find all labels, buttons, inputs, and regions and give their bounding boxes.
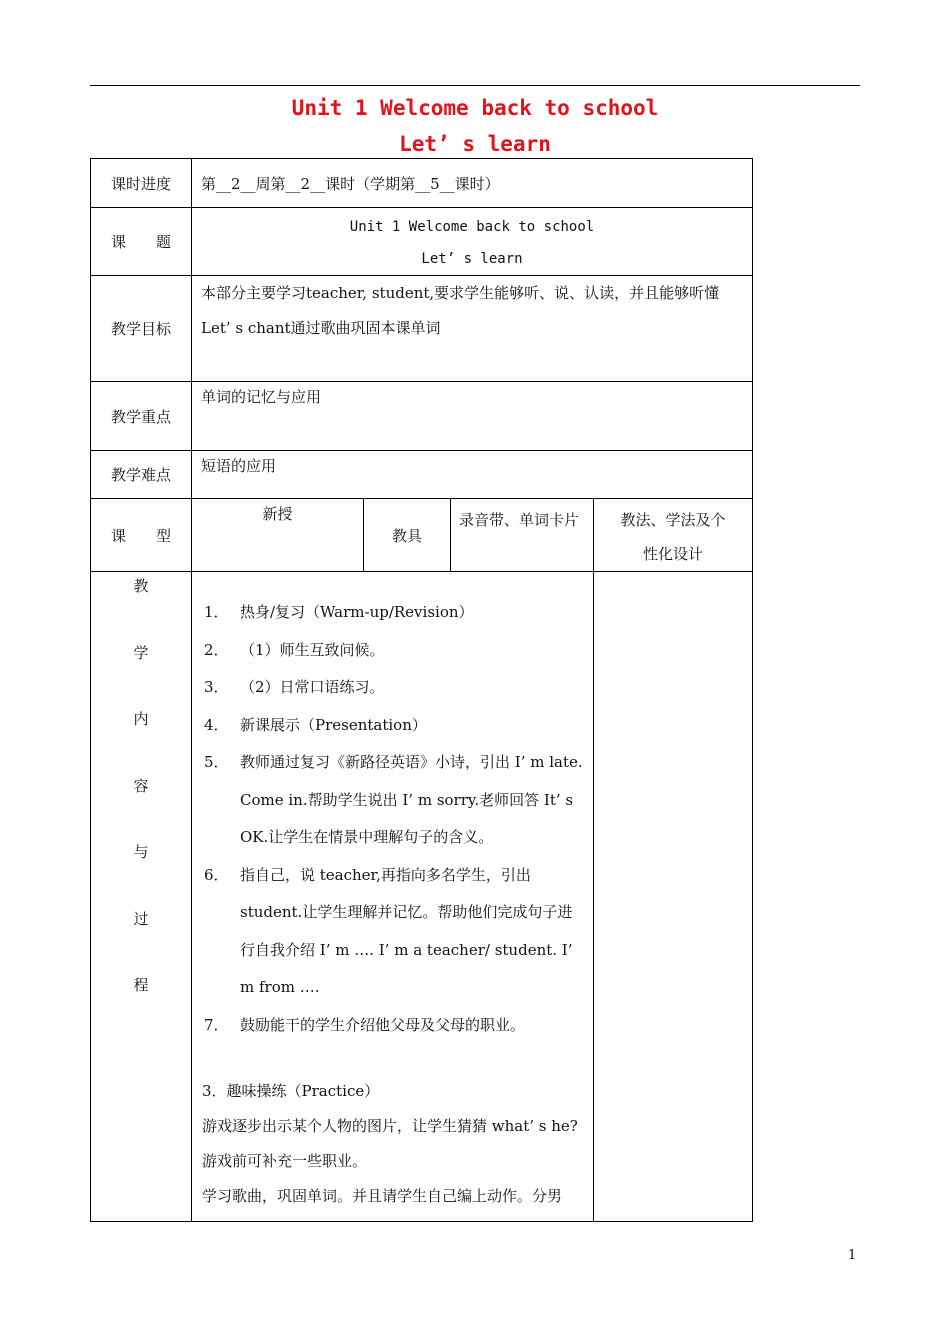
document-subtitle: Let’ s learn [399, 132, 551, 156]
step-number: 6． [204, 865, 229, 884]
step-number: 7． [204, 1015, 229, 1034]
process-label-char: 内 [133, 710, 149, 728]
goals-value [192, 276, 753, 382]
process-label-char: 容 [133, 776, 149, 795]
row-lesson-type [91, 499, 753, 572]
process-label-char: 程 [133, 976, 149, 994]
document-title: Unit 1 Welcome back to school [291, 96, 659, 120]
progress-value: 第__2__周第__2__课时（学期第__5__课时） [192, 159, 753, 208]
step-number: 3． [204, 678, 229, 696]
row-progress [91, 159, 753, 208]
list-item [202, 632, 584, 670]
row-goals [91, 276, 753, 382]
lesson-type-label: 课 型 [91, 499, 192, 572]
row-key-points [91, 382, 753, 451]
difficulties-label: 教学难点 [91, 451, 192, 499]
practice-text-1: 游戏逐步出示某个人物的图片，让学生猜猜 what’ s he?游戏前可补充一些职业。 [202, 1117, 578, 1170]
list-item [202, 594, 584, 632]
topic-label: 课 题 [91, 208, 192, 276]
goals-label: 教学目标 [91, 276, 192, 382]
list-item [202, 857, 584, 1007]
teaching-aids-value: 录音带、单词卡片 [451, 499, 594, 572]
topic-line-2: Let’ s learn [421, 251, 523, 267]
process-label-char: 与 [133, 843, 149, 861]
practice-text-2: 学习歌曲，巩固单词。并且请学生自己编上动作。分男 [202, 1187, 563, 1205]
step-number: 5． [204, 753, 229, 771]
key-points-value: 单词的记忆与应用 [192, 382, 753, 451]
methods-notes-cell [594, 572, 753, 1222]
process-steps [202, 594, 584, 1044]
list-item [202, 1007, 584, 1045]
step-number: 2． [204, 640, 229, 659]
step-text: 指自己，说 teacher,再指向多名学生，引出 student.让学生理解并记忆。帮助他们完成句子进行自我介绍 I’ m …. I’ m a teacher/ student. I’ m from …. [240, 865, 573, 996]
goals-line-1: 本部分主要学习teacher, student,要求学生能够听、说、认读，并且能够听懂 [201, 284, 720, 302]
page-number: 1 [848, 1248, 857, 1263]
difficulties-value: 短语的应用 [192, 451, 753, 499]
step-number: 4． [204, 715, 229, 734]
row-topic [91, 208, 753, 276]
process-label [91, 572, 192, 1222]
step-text: 热身/复习（Warm-up/Revision） [240, 603, 474, 621]
process-label-char: 学 [133, 643, 149, 662]
step-text: （1）师生互致问候。 [240, 640, 385, 659]
step-number: 1． [204, 603, 229, 621]
step-text: 鼓励能干的学生介绍他父母及父母的职业。 [240, 1015, 526, 1034]
step-text: 新课展示（Presentation） [240, 715, 427, 734]
topic-line-1: Unit 1 Welcome back to school [349, 219, 595, 235]
row-difficulties [91, 451, 753, 499]
step-text: 教师通过复习《新路径英语》小诗，引出 I’ m late. Come in.帮助学生说出 I’ m sorry.老师回答 It’ s OK.让学生在情景中理解句子的含义。 [240, 753, 583, 846]
process-label-char: 过 [133, 909, 149, 928]
practice-heading: 3．趣味操练（Practice） [202, 1082, 380, 1100]
methods-label: 教法、学法及个性化设计 [594, 499, 753, 572]
header-rule [90, 85, 860, 86]
process-label-char: 教 [133, 577, 149, 595]
list-item [202, 707, 584, 745]
list-item [202, 744, 584, 857]
teaching-aids-label: 教具 [364, 499, 451, 572]
lesson-plan-table [90, 158, 753, 1222]
process-content [192, 572, 594, 1222]
lesson-type-value: 新授 [192, 499, 364, 572]
topic-value [192, 208, 753, 276]
key-points-label: 教学重点 [91, 382, 192, 451]
list-item [202, 669, 584, 707]
goals-line-2: Let’ s chant通过歌曲巩固本课单词 [201, 319, 441, 337]
row-process [91, 572, 753, 1222]
progress-label: 课时进度 [91, 159, 192, 208]
step-text: （2）日常口语练习。 [240, 678, 385, 696]
